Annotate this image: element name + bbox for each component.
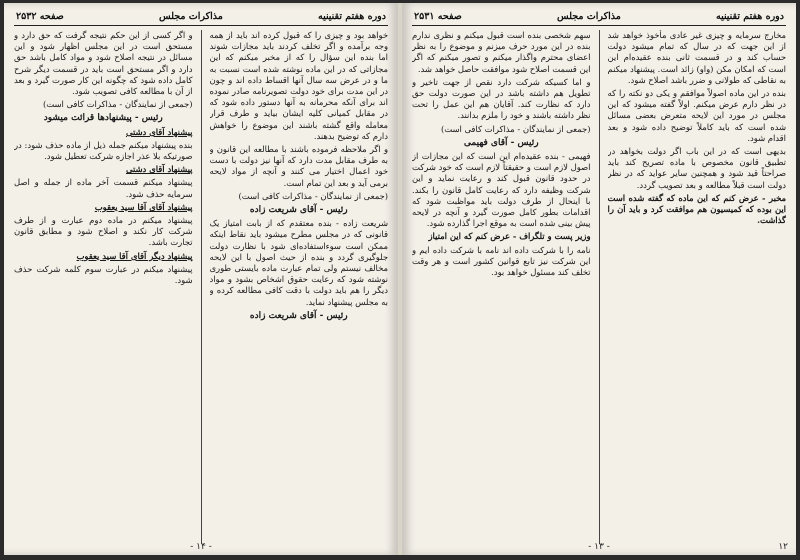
left-page-header bbox=[14, 9, 388, 26]
paragraph: شریعت زاده - بنده معتقدم که از بابت امتیاز یک قانونی که در مجلس مطرح میشود باید نقاط اینکه ممکن است سوءاستفاده‌ای شود با نظارت دولت جلوگیری گردد و بنده از حیث اصول با این لایحه مخالف نیستم ولی تمام عبارت ماده بایستی طوری نوشته شود که رعایت حقوق اشخاص بشود و مواد دیگر را هم باید دولت با دقت کافی مطالعه کرده و به مجلس پیشنهاد نماید. bbox=[209, 218, 388, 307]
proposal-title: پیشنهاد دیگر آقای آقا سید یعقوب bbox=[76, 250, 193, 261]
proposal-text: بنده پیشنهاد میکنم جمله ذیل از ماده حذف شود: در صورتیکه بلا عذر اجازه شرکت تعطیل شود. bbox=[14, 139, 193, 162]
proposal-text: پیشنهاد میکنم در عبارت سوم کلمه شرکت حذف شود. bbox=[14, 263, 193, 286]
right-page-header bbox=[412, 9, 786, 26]
paragraph: بنده در این ماده اصولاً موافقم و یکی دو نکته را که در نظر دارم عرض میکنم. اولاً گفته میشود که این مجلس در مورد این لایحه متعرض بعضی مسائل شده است که باید کاملاً توضیح داده شود و بعد اقدام شود. bbox=[607, 88, 786, 143]
paragraph: سهم شخصی بنده است قبول میکنم و نظری ندارم بنده در این مورد حرف میزنم و موضوع را به نظر اعضای محترم واگذار میکنم و تصور میکنم که اگر این قسمت اصلاح شود موافقت حاصل خواهد شد. bbox=[412, 30, 591, 74]
paragraph: (جمعی از نمایندگان - مذاکرات کافی است) bbox=[440, 123, 591, 134]
paragraph: نامه را با شرکت داده اند نامه با شرکت داده ایم و این شرکت نیز تابع قوانین کشور است و هر وقت تخلف کند مسئول خواهد بود. bbox=[412, 244, 591, 278]
right-page-columns bbox=[412, 30, 786, 544]
right-page-right-column bbox=[608, 30, 787, 544]
book-spread bbox=[4, 3, 796, 555]
paragraph: فهیمی - بنده عقیده‌ام این است که این مجازات از اصول لازم است و حقیقتاً لازم است که خود شرکت در حدود قانون قبول کند و رعایت نماید و این شرکت وظیفه دارد که رعایت کامل قانون را بکند. با اینحال از طرف دولت باید مواظبت شود که اقدامات بطور کامل صورت گیرد و آنچه در لایحه پیش بینی شده است به موقع اجرا گذارده شود. bbox=[412, 151, 591, 229]
speaker-paragraph: وزیر پست و تلگراف - عرض کنم که این امتیاز bbox=[428, 231, 591, 242]
left-header-session: دوره هفتم تقنینیه bbox=[317, 10, 386, 22]
proposal-text: پیشنهاد میکنم قسمت آخر ماده از جمله و اصل سرمایه حذف شود. bbox=[14, 177, 193, 199]
right-page-corner-number: ۱۲ bbox=[778, 542, 788, 552]
left-page-footer: - ۱۴ - bbox=[190, 542, 212, 552]
proposal-title: پیشنهاد آقای آقا سید یعقوب bbox=[94, 201, 193, 212]
column-divider bbox=[201, 30, 202, 544]
left-page-right-column bbox=[210, 30, 389, 544]
paragraph: و اگر ملاحظه فرموده باشند با مطالعه این قانون و به طرف مقابل مدت دارد که آنها نیز دولت با دست خود اعمال اختیار می کنند و آنچه از مواد لایحه برمی آید و بعد این تمام است. bbox=[209, 144, 388, 188]
paragraph: مخارج سرمایه و چیزی غیر عادی مأخوذ خواهد شد از این جهت که در سال که تمام میشود دولت حساب کند و در قسمت ثانی بنده عقیده‌ام این است که امکان مکن (واو) زائد است. پیشنهاد میکنم به نقاطی که طولانی و ضرر باشد اصلاح شود. bbox=[607, 30, 786, 85]
column-divider bbox=[599, 30, 600, 544]
left-page-columns bbox=[14, 30, 388, 544]
right-page bbox=[402, 3, 796, 555]
paragraph: بدیهی است که در این باب اگر دولت بخواهد در تطبیق قانون مخصوص با ماده تصریح کند باید صراحتاً قید شود و همچنین سایر عواید که در نظر دولت است قبلاً مطالعه و بعد تصویب گردد. bbox=[607, 146, 786, 190]
right-page-left-column bbox=[412, 30, 591, 544]
right-header-session: دوره هفتم تقنینیه bbox=[715, 10, 784, 22]
proposal-title: پیشنهاد آقای دشتی bbox=[125, 126, 193, 137]
proposal-title: پیشنهاد آقای دشتی bbox=[125, 164, 193, 175]
speaker-heading: رئیس - پیشنهادها قرائت میشود bbox=[43, 113, 163, 124]
right-header-title: مذاکرات مجلس bbox=[556, 10, 621, 22]
speaker-heading: رئیس - آقای شریعت زاده bbox=[249, 205, 348, 216]
left-page-left-column bbox=[14, 30, 193, 544]
speaker-paragraph: مخبر - عرض کنم که این ماده که گفته شده است این بوده که کمیسیون هم موافقت کرد و باید آن را گذاشت. bbox=[607, 192, 786, 226]
speaker-heading: رئیس - آقای فهیمی bbox=[463, 137, 539, 148]
speaker-heading: رئیس - آقای شریعت زاده bbox=[249, 310, 348, 321]
paragraph: خواهد بود و چیزی را که قبول کرده اند باید از همه وجه برآمده و اگر تخلف کردند باید مجازات شوند اما بنده این سؤال را که از مخبر میکنم که این مجازاتی که در این ماده نوشته شده است نسبت به ما و در عرض سه سال آنها اقساط داده اند و چون در این مدت برای خود دولت تصویرنامه صادر نموده اند برای آنکه محرمانه به آنها دستور داده شود که در مقابل کمیانی کلیه ایشان بیاید و طرف قرار معامله واقع گشته باشند این موضوع را خواهش دارم که توضیح بدهند. bbox=[209, 30, 388, 141]
left-header-title: مذاکرات مجلس bbox=[158, 10, 223, 22]
paragraph: (جمعی از نمایندگان - مذاکرات کافی است) bbox=[238, 190, 388, 201]
proposal-text: پیشنهاد میکنم در ماده دوم عبارت و از طرف شرکت کار نکند و اصلاح شود و مطابق قانون تجارت باشد. bbox=[14, 215, 193, 248]
right-page-footer: - ۱۳ - bbox=[588, 542, 610, 552]
left-page bbox=[4, 3, 398, 555]
paragraph: و اگر کسی از این حکم نتیجه گرفت که حق دارد و مستحق است در این مجلس اظهار شود و این مسائل در نتیجه اصلاح شود و مواد کامل باشد حق دارد و اگر مستحق است باید در قسمت دیگر شرح کامل داده شود که چگونه این کار صورت گیرد و بعد از آن با مطالعه کافی تصویب شود. bbox=[14, 30, 193, 97]
paragraph: و اما کسیکه شرکت دارد نقص از جهت تاخیر و تطویل هم داشته باشد در این صورت دولت حق دارد که نظارت کند. آقایان هم این عمل را تحت نظر داشته باشند و خود را ملزم بدانند. bbox=[412, 76, 591, 121]
left-header-page-number: صفحه ۲۵۳۲ bbox=[16, 10, 64, 22]
right-header-page-number: صفحه ۲۵۳۱ bbox=[414, 10, 462, 22]
paragraph: (جمعی از نمایندگان - مذاکرات کافی است) bbox=[42, 99, 193, 110]
